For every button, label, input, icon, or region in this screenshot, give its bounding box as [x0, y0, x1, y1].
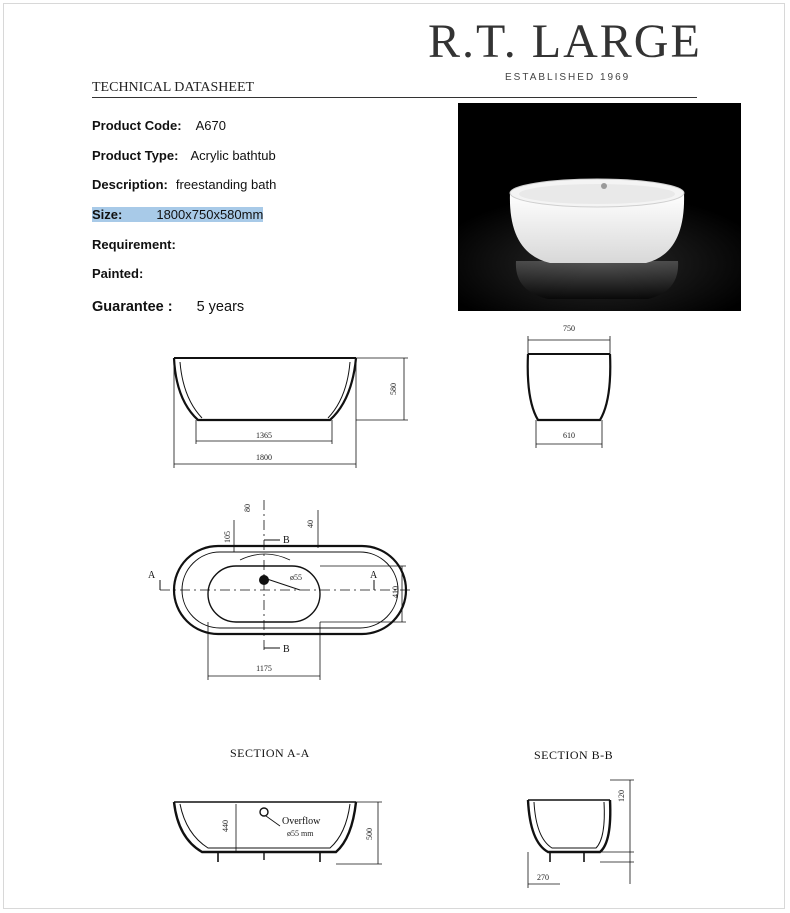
dim-side-height: 580 — [389, 383, 398, 395]
overflow-label: Overflow — [282, 816, 321, 827]
dim-aa-depth: 440 — [221, 820, 230, 832]
brand-established: ESTABLISHED 1969 — [505, 72, 631, 83]
dim-plan-410: 410 — [391, 586, 400, 598]
section-marker-a-right: A — [370, 570, 378, 581]
spec-label: Size: — [92, 207, 123, 222]
spec-label: Description: — [92, 177, 168, 192]
spec-value: A670 — [195, 118, 226, 133]
dim-plan-1175: 1175 — [256, 664, 272, 673]
spec-value: 1800x750x580mm — [122, 207, 263, 222]
dim-end-base: 610 — [563, 431, 575, 440]
dim-plan-80: 80 — [243, 504, 252, 512]
spec-label: Guarantee : — [92, 299, 173, 315]
spec-label: Requirement: — [92, 237, 176, 252]
dim-end-width: 750 — [563, 324, 575, 333]
dim-aa-overall: 500 — [365, 828, 374, 840]
page-title: TECHNICAL DATASHEET — [92, 80, 255, 95]
spec-value: 5 years — [196, 299, 245, 315]
spec-value: Acrylic bathtub — [190, 148, 276, 163]
spec-value: freestanding bath — [175, 177, 277, 192]
section-marker-a-left: A — [148, 570, 156, 581]
section-marker-b-top: B — [283, 535, 290, 546]
spec-label: Product Type: — [92, 148, 179, 163]
side-view — [174, 358, 408, 468]
section-marker-b-bottom: B — [283, 644, 290, 655]
section-aa — [174, 802, 382, 864]
dim-plan-waste: ø55 — [290, 573, 302, 582]
section-aa-title: SECTION A-A — [230, 746, 310, 760]
dim-bb-270: 270 — [537, 873, 549, 882]
dim-side-inner: 1365 — [256, 431, 272, 440]
dim-side-length: 1800 — [256, 453, 272, 462]
spec-label: Product Code: — [92, 118, 182, 133]
brand-logo: R.T. LARGE — [428, 15, 702, 68]
dim-plan-105: 105 — [223, 531, 232, 543]
dim-bb-120: 120 — [617, 790, 626, 802]
section-bb-title: SECTION B-B — [534, 748, 614, 762]
spec-label: Painted: — [92, 266, 144, 281]
waste-outlet — [259, 575, 269, 585]
dim-plan-40: 40 — [306, 520, 315, 528]
overflow-size: ø55 mm — [287, 829, 314, 838]
